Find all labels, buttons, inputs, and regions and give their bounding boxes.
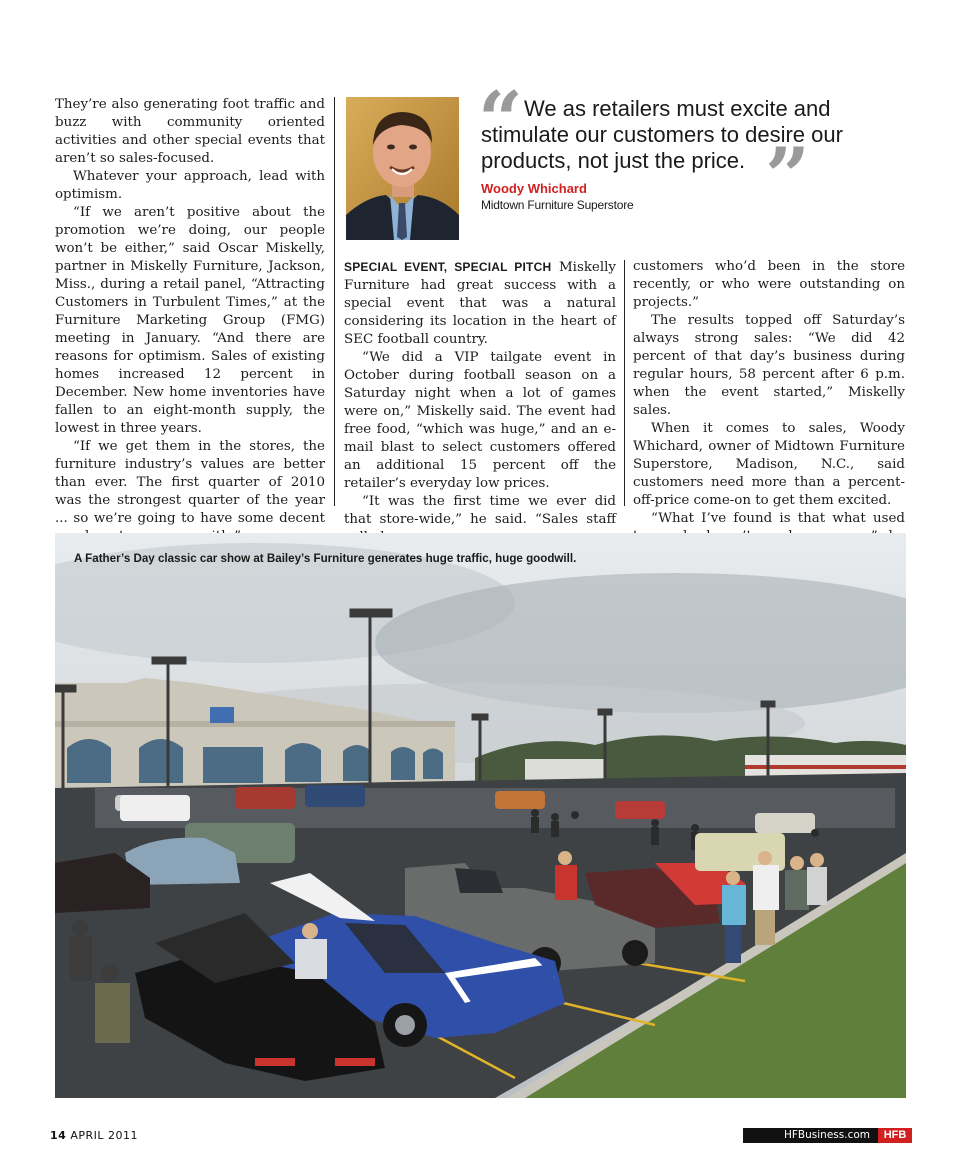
section-runin-head: SPECIAL EVENT, SPECIAL PITCH — [344, 260, 552, 274]
paragraph: They’re also generating foot traffic and buzz with community oriented activities and other special events that aren’t so sales-focused. — [55, 97, 325, 166]
quote-attribution-name: Woody Whichard — [481, 181, 587, 196]
article-column-3 — [633, 258, 905, 564]
paragraph: “What I’ve found is that what used — [651, 511, 905, 526]
publication-logo: HFB — [878, 1128, 912, 1143]
article-column-1 — [55, 96, 325, 546]
page-number: 14 — [50, 1129, 67, 1142]
paragraph: “We did a VIP tailgate event in October during football season on a Saturday night when a lot of games were on,” Miskelly said. The event had free food, “which was huge,” and an e-mail blast to select customers offered an additional 15 percent off the retailer’s everyday low prices. — [344, 350, 616, 491]
close-quote-mark: ” — [765, 131, 810, 222]
quote-attribution-company: Midtown Furniture Superstore — [481, 198, 634, 212]
paragraph — [344, 258, 616, 349]
paragraph: “If we get them in the stores, the furniture industry’s values are better than ever. The first quarter of 2010 was the strongest quarter of the year ... so we’re going to have some decent — [55, 439, 325, 526]
column-rule — [624, 260, 625, 506]
paragraph: When it comes to sales, Woody Whichard, owner of Midtown Furniture Superstore, Madison, N.C., said customers need more than a percent-off-price come-on to get them excited. — [633, 421, 905, 508]
paragraph: customers who’d been in the store recently, or who were outstanding on projects.” — [633, 259, 905, 310]
issue-date: APRIL 2011 — [70, 1129, 138, 1142]
column-rule — [334, 97, 335, 506]
car-show-photo — [55, 533, 906, 1098]
paragraph-text: Miskelly Furniture had great success with a special event that was a natural considering its location in the heart of SEC football country. — [344, 260, 616, 347]
paragraph: Whatever your approach, lead with optimism. — [55, 169, 325, 202]
paragraph: “It was the first time we ever did that store-wide,” he said. “Sales staff — [344, 494, 616, 527]
pull-quote-text: We as retailers must excite and stimulate our customers to desire our products, not just the price. — [481, 96, 843, 173]
website-link[interactable]: HFBusiness.com — [743, 1128, 878, 1143]
photo-caption: A Father’s Day classic car show at Bailey’s Furniture generates huge traffic, huge goodwill. — [74, 552, 577, 565]
article-column-2 — [344, 258, 616, 547]
paragraph: The results topped off Saturday’s always strong sales: “We did 42 percent of that day’s business during regular hours, 58 percent after 6 p.m. when the event started,” Miskelly sales. — [633, 313, 905, 418]
paragraph: “If we aren’t positive about the promotion we’re doing, our people won’t be either,” said Oscar Miskelly, partner in Miskelly Furniture, Jackson, Miss., during a retail panel, “Attracting Customers in Turbulent Times,” at the Furniture Marketing Group (FMG) meeting in January. “And there are reasons for optimism. Sales of existing homes increased 12 percent in December. New home inventories have fallen to an eight-month supply, the lowest in three years. — [55, 205, 325, 436]
portrait-photo — [346, 97, 459, 240]
page-folio — [50, 1129, 138, 1142]
open-quote-mark: “ — [478, 75, 523, 166]
